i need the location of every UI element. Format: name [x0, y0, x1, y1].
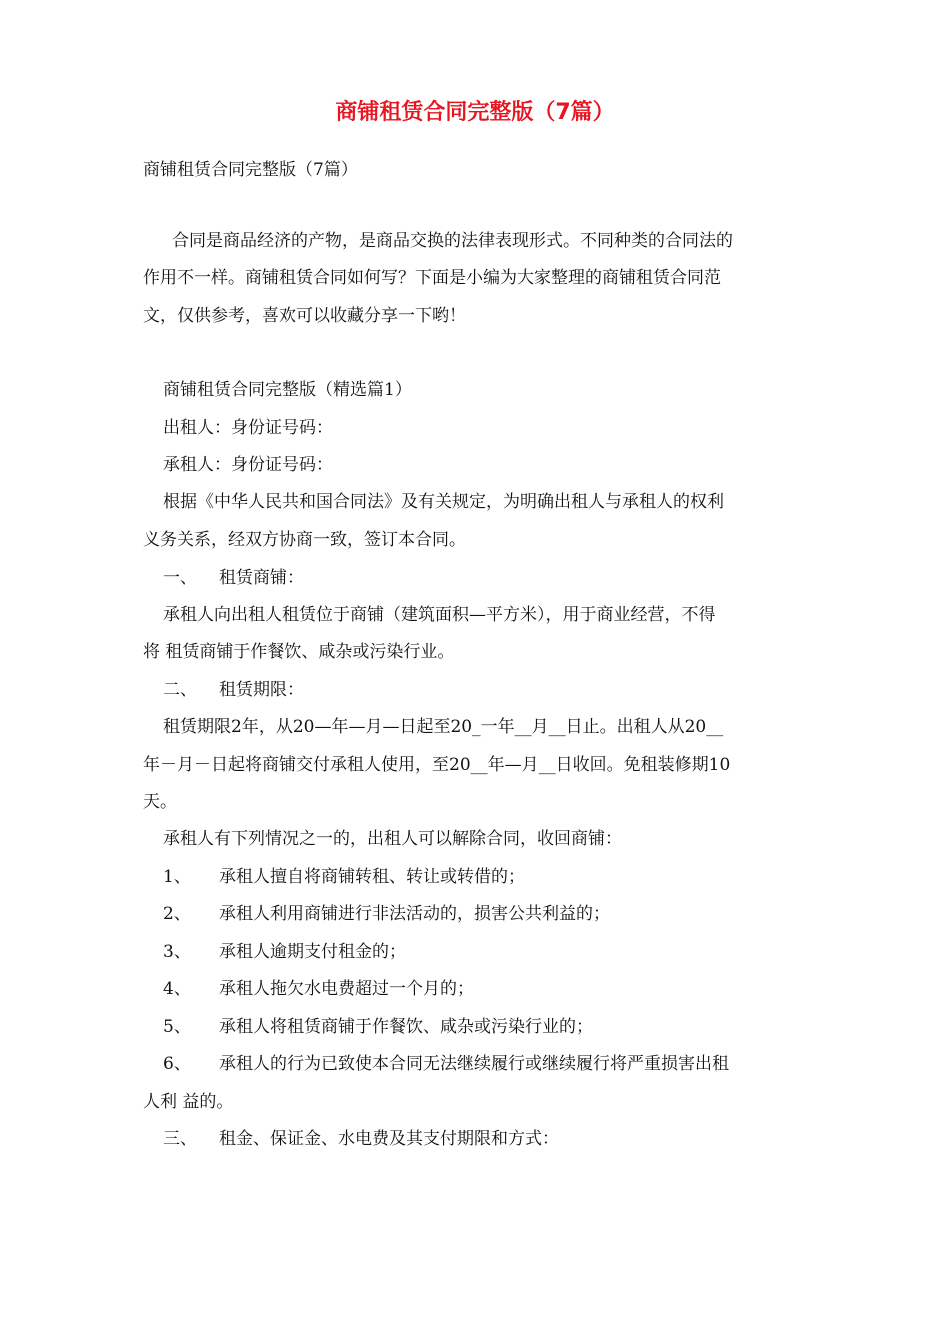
document-title: 商铺租赁合同完整版（7篇）: [335, 100, 615, 125]
clause-1-heading: [163, 566, 304, 590]
list-item-number: 3、: [163, 942, 191, 962]
list-item-number: 6、: [163, 1054, 191, 1074]
clause-1-text-1: 承租人向出租人租赁位于商铺（建筑面积—平方米），用于商业经营，不得: [163, 605, 716, 625]
list-item-continuation: 人利 益的。: [143, 1092, 234, 1112]
termination-intro: 承租人有下列情况之一的，出租人可以解除合同，收回商铺：: [163, 829, 622, 849]
list-item: [163, 940, 406, 964]
document-subtitle: 商铺租赁合同完整版（7篇）: [143, 160, 358, 180]
list-item-text: 承租人擅自将商铺转租、转让或转借的；: [219, 867, 525, 887]
list-item-number: 4、: [163, 979, 191, 999]
clause-2-title: 租赁期限：: [219, 680, 304, 700]
clause-1-text-2: 将 租赁商铺于作餐饮、咸杂或污染行业。: [143, 642, 455, 662]
list-item: [163, 1015, 593, 1039]
clause-3-number: 三、: [163, 1129, 197, 1149]
list-item-text: 承租人利用商铺进行非法活动的，损害公共利益的；: [219, 904, 610, 924]
basis-line-1: 根据《中华人民共和国合同法》及有关规定，为明确出租人与承租人的权利: [163, 492, 724, 512]
clause-2-heading: [163, 678, 304, 702]
list-item: [163, 1052, 729, 1076]
list-item-text: 承租人逾期支付租金的；: [219, 942, 406, 962]
list-item-text: 承租人的行为已致使本合同无法继续履行或继续履行将严重损害出租: [219, 1054, 729, 1074]
list-item: [163, 977, 474, 1001]
lessee-line: 承租人：身份证号码：: [163, 455, 333, 475]
list-item-number: 5、: [163, 1017, 191, 1037]
clause-1-title: 租赁商铺：: [219, 568, 304, 588]
list-item-text: 承租人拖欠水电费超过一个月的；: [219, 979, 474, 999]
list-item-text: 承租人将租赁商铺于作餐饮、咸杂或污染行业的；: [219, 1017, 593, 1037]
clause-2-text-3: 天。: [143, 792, 177, 812]
clause-2-text-2: 年－月－日起将商铺交付承租人使用，至20__年—月__日收回。免租装修期10: [143, 755, 731, 775]
clause-3-heading: [163, 1127, 559, 1151]
intro-line-3: 文，仅供参考，喜欢可以收藏分享一下哟！: [143, 306, 466, 326]
list-item: [163, 902, 610, 926]
intro-line-2: 作用不一样。商铺租赁合同如何写？下面是小编为大家整理的商铺租赁合同范: [143, 268, 721, 288]
clause-2-number: 二、: [163, 680, 197, 700]
section-heading: 商铺租赁合同完整版（精选篇1）: [163, 380, 412, 400]
clause-1-number: 一、: [163, 568, 197, 588]
list-item-number: 2、: [163, 904, 191, 924]
clause-3-title: 租金、保证金、水电费及其支付期限和方式：: [219, 1129, 559, 1149]
clause-2-text-1: 租赁期限2年，从20—年—月—日起至20_一年__月__日止。出租人从20__: [163, 717, 724, 737]
list-item-number: 1、: [163, 867, 191, 887]
lessor-line: 出租人：身份证号码：: [163, 418, 333, 438]
list-item: [163, 865, 525, 889]
basis-line-2: 义务关系，经双方协商一致，签订本合同。: [143, 530, 466, 550]
intro-line-1: 合同是商品经济的产物，是商品交换的法律表现形式。不同种类的合同法的: [172, 231, 733, 251]
